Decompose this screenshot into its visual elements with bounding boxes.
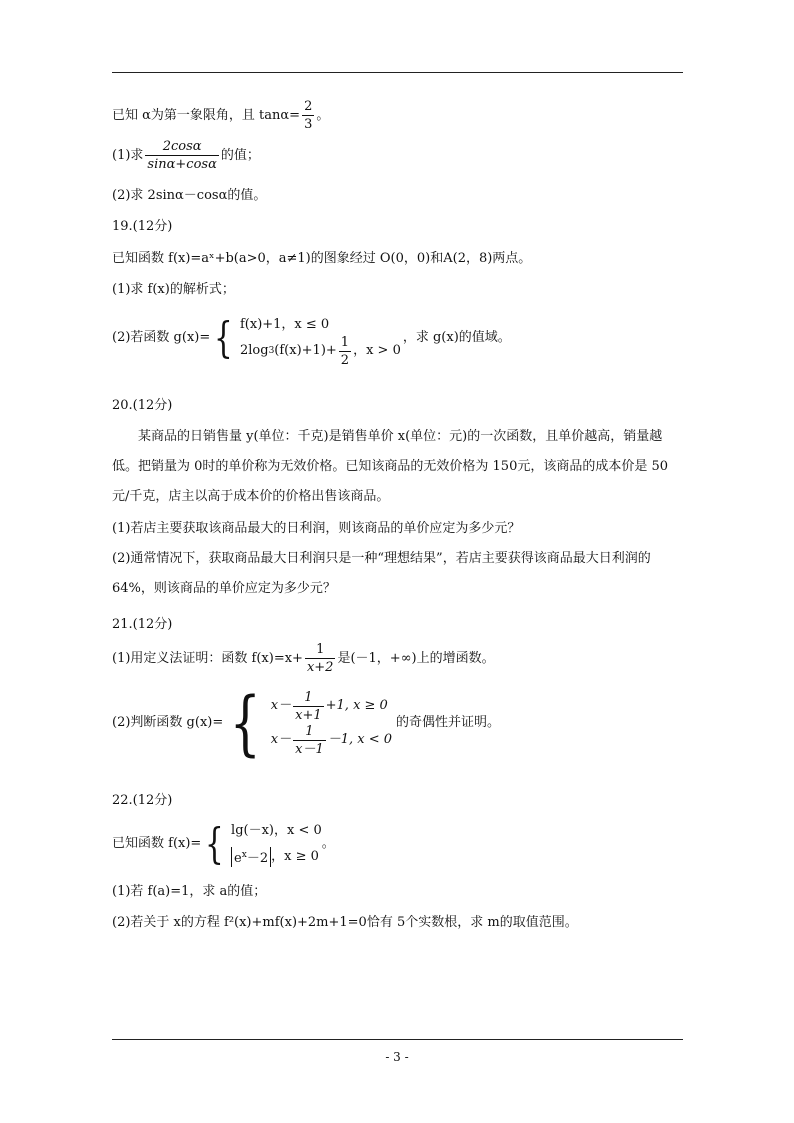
q19-p2-text: (2)若函数 g(x)= xyxy=(112,330,211,345)
q21-c2-pre: x－ xyxy=(270,732,292,747)
q21-p1-num: 1 xyxy=(305,641,336,659)
q21-p1-fraction xyxy=(305,641,336,676)
q18-frac-den: 3 xyxy=(304,117,313,132)
q22-c2-base: e xyxy=(234,851,242,866)
q22-c2-exp: x xyxy=(241,850,247,860)
q21-case-1 xyxy=(271,689,392,723)
q18-frac-num: 2 xyxy=(304,99,313,114)
q19-part1: (1)求 f(x)的解析式； xyxy=(112,282,235,297)
q19-c2-num: 1 xyxy=(340,334,350,350)
q21-piecewise xyxy=(112,682,501,764)
q18-fraction xyxy=(302,98,314,133)
q21-c2-num: 1 xyxy=(293,723,326,741)
q21-p2-end: 的奇偶性并证明。 xyxy=(396,715,501,730)
q22-cases xyxy=(231,818,322,870)
q22-brace: { xyxy=(205,819,225,868)
header-rule xyxy=(112,72,683,73)
q18-stem-end: 。 xyxy=(316,108,330,123)
q18-p1-text: (1)求 xyxy=(112,148,144,163)
q21-cases xyxy=(271,689,392,757)
q22-abs xyxy=(231,847,271,867)
q22-stem-text: 已知函数 f(x)= xyxy=(112,836,202,851)
q22-case-2 xyxy=(231,844,322,870)
q19-piecewise xyxy=(112,312,511,368)
q21-c1-post: +1, x ≥ 0 xyxy=(325,698,388,713)
q22-c2-cond: ，x ≥ 0 xyxy=(271,849,319,864)
q19-brace: { xyxy=(214,313,233,362)
q19-header: 19.(12分) xyxy=(112,219,173,234)
q18-part1 xyxy=(112,138,260,173)
q21-c1-num: 1 xyxy=(293,689,324,707)
q21-p2-text: (2)判断函数 g(x)= xyxy=(112,715,224,730)
q21-c1-pre: x－ xyxy=(270,698,292,713)
q21-c2-den: x－1 xyxy=(295,741,324,757)
q21-brace: { xyxy=(229,682,262,764)
q21-c2-fraction xyxy=(293,723,326,758)
q19-cases xyxy=(239,312,401,368)
q18-p1-den: sinα+cosα xyxy=(147,157,217,172)
q19-p2-end: ，求 g(x)的值域。 xyxy=(402,330,511,345)
q22-stem xyxy=(112,818,335,870)
q22-case-1: lg(－x)，x < 0 xyxy=(231,823,322,838)
q20-stem: 某商品的日销售量 y(单位：千克)是销售单价 x(单位：元)的一次函数，且单价越高，销量越低。把销量为 0时的单价称为无效价格。已知该商品的无效价格为 150元，该商品的成本价是 50元/千克，店主以高于成本价的价格出售该商品。 xyxy=(112,429,669,504)
q19-case-1: f(x)+1，x ≤ 0 xyxy=(239,317,330,332)
q19-c2-mid: (f(x)+1)+ xyxy=(274,343,337,358)
q21-header: 21.(12分) xyxy=(112,617,173,632)
q21-part1 xyxy=(112,641,495,676)
q22-piecewise xyxy=(112,818,335,870)
q18-stem xyxy=(112,98,329,133)
q20-header: 20.(12分) xyxy=(112,398,173,413)
q18-part2: (2)求 2sinα－cosα的值。 xyxy=(112,188,267,203)
page-number: - 3 - xyxy=(385,1050,409,1064)
q21-c1-fraction xyxy=(293,689,324,724)
q21-c1-den: x+1 xyxy=(295,707,322,723)
q20-part1: (1)若店主要获取该商品最大的日利润，则该商品的单价应定为多少元？ xyxy=(112,521,521,536)
q18-p1-num: 2cosα xyxy=(145,138,218,156)
q21-c2-post: －1, x < 0 xyxy=(327,732,393,747)
q22-header: 22.(12分) xyxy=(112,793,173,808)
q21-case-2 xyxy=(271,723,392,757)
q21-p1-den: x+2 xyxy=(306,660,334,675)
q22-part1: (1)若 f(a)=1，求 a的值； xyxy=(112,884,267,899)
q18-p1-end: 的值； xyxy=(220,148,260,163)
q22-stem-end: 。 xyxy=(321,836,335,851)
q22-c2-rest: －2 xyxy=(246,851,269,866)
q19-c2-base: 3 xyxy=(268,346,275,356)
q19-c2-fraction xyxy=(339,334,351,369)
q19-stem: 已知函数 f(x)=aˣ+b(a>0，a≠1)的图象经过 O(0，0)和A(2，8)两点。 xyxy=(112,251,532,266)
q21-p1-end: 是(－1，+∞)上的增函数。 xyxy=(337,651,495,666)
q22-part2: (2)若关于 x的方程 f²(x)+mf(x)+2m+1=0恰有 5个实数根，求 m的取值范围。 xyxy=(112,915,578,930)
q19-c2-log: 2log xyxy=(239,343,269,358)
q21-p1-text: (1)用定义法证明：函数 f(x)=x+ xyxy=(112,651,303,666)
q19-part2 xyxy=(112,312,511,368)
q18-stem-text: 已知 α为第一象限角，且 tanα= xyxy=(112,108,301,123)
q19-case-2 xyxy=(239,334,401,368)
q21-part2 xyxy=(112,682,501,764)
q19-c2-den: 2 xyxy=(340,352,350,368)
footer-rule xyxy=(112,1039,683,1040)
q20-part2: (2)通常情况下，获取商品最大日利润只是一种“理想结果”，若店主要获得该商品最大日利润的 64%，则该商品的单价应定为多少元？ xyxy=(112,551,651,596)
q19-c2-cond: ，x > 0 xyxy=(353,343,401,358)
q18-p1-fraction xyxy=(145,138,218,173)
